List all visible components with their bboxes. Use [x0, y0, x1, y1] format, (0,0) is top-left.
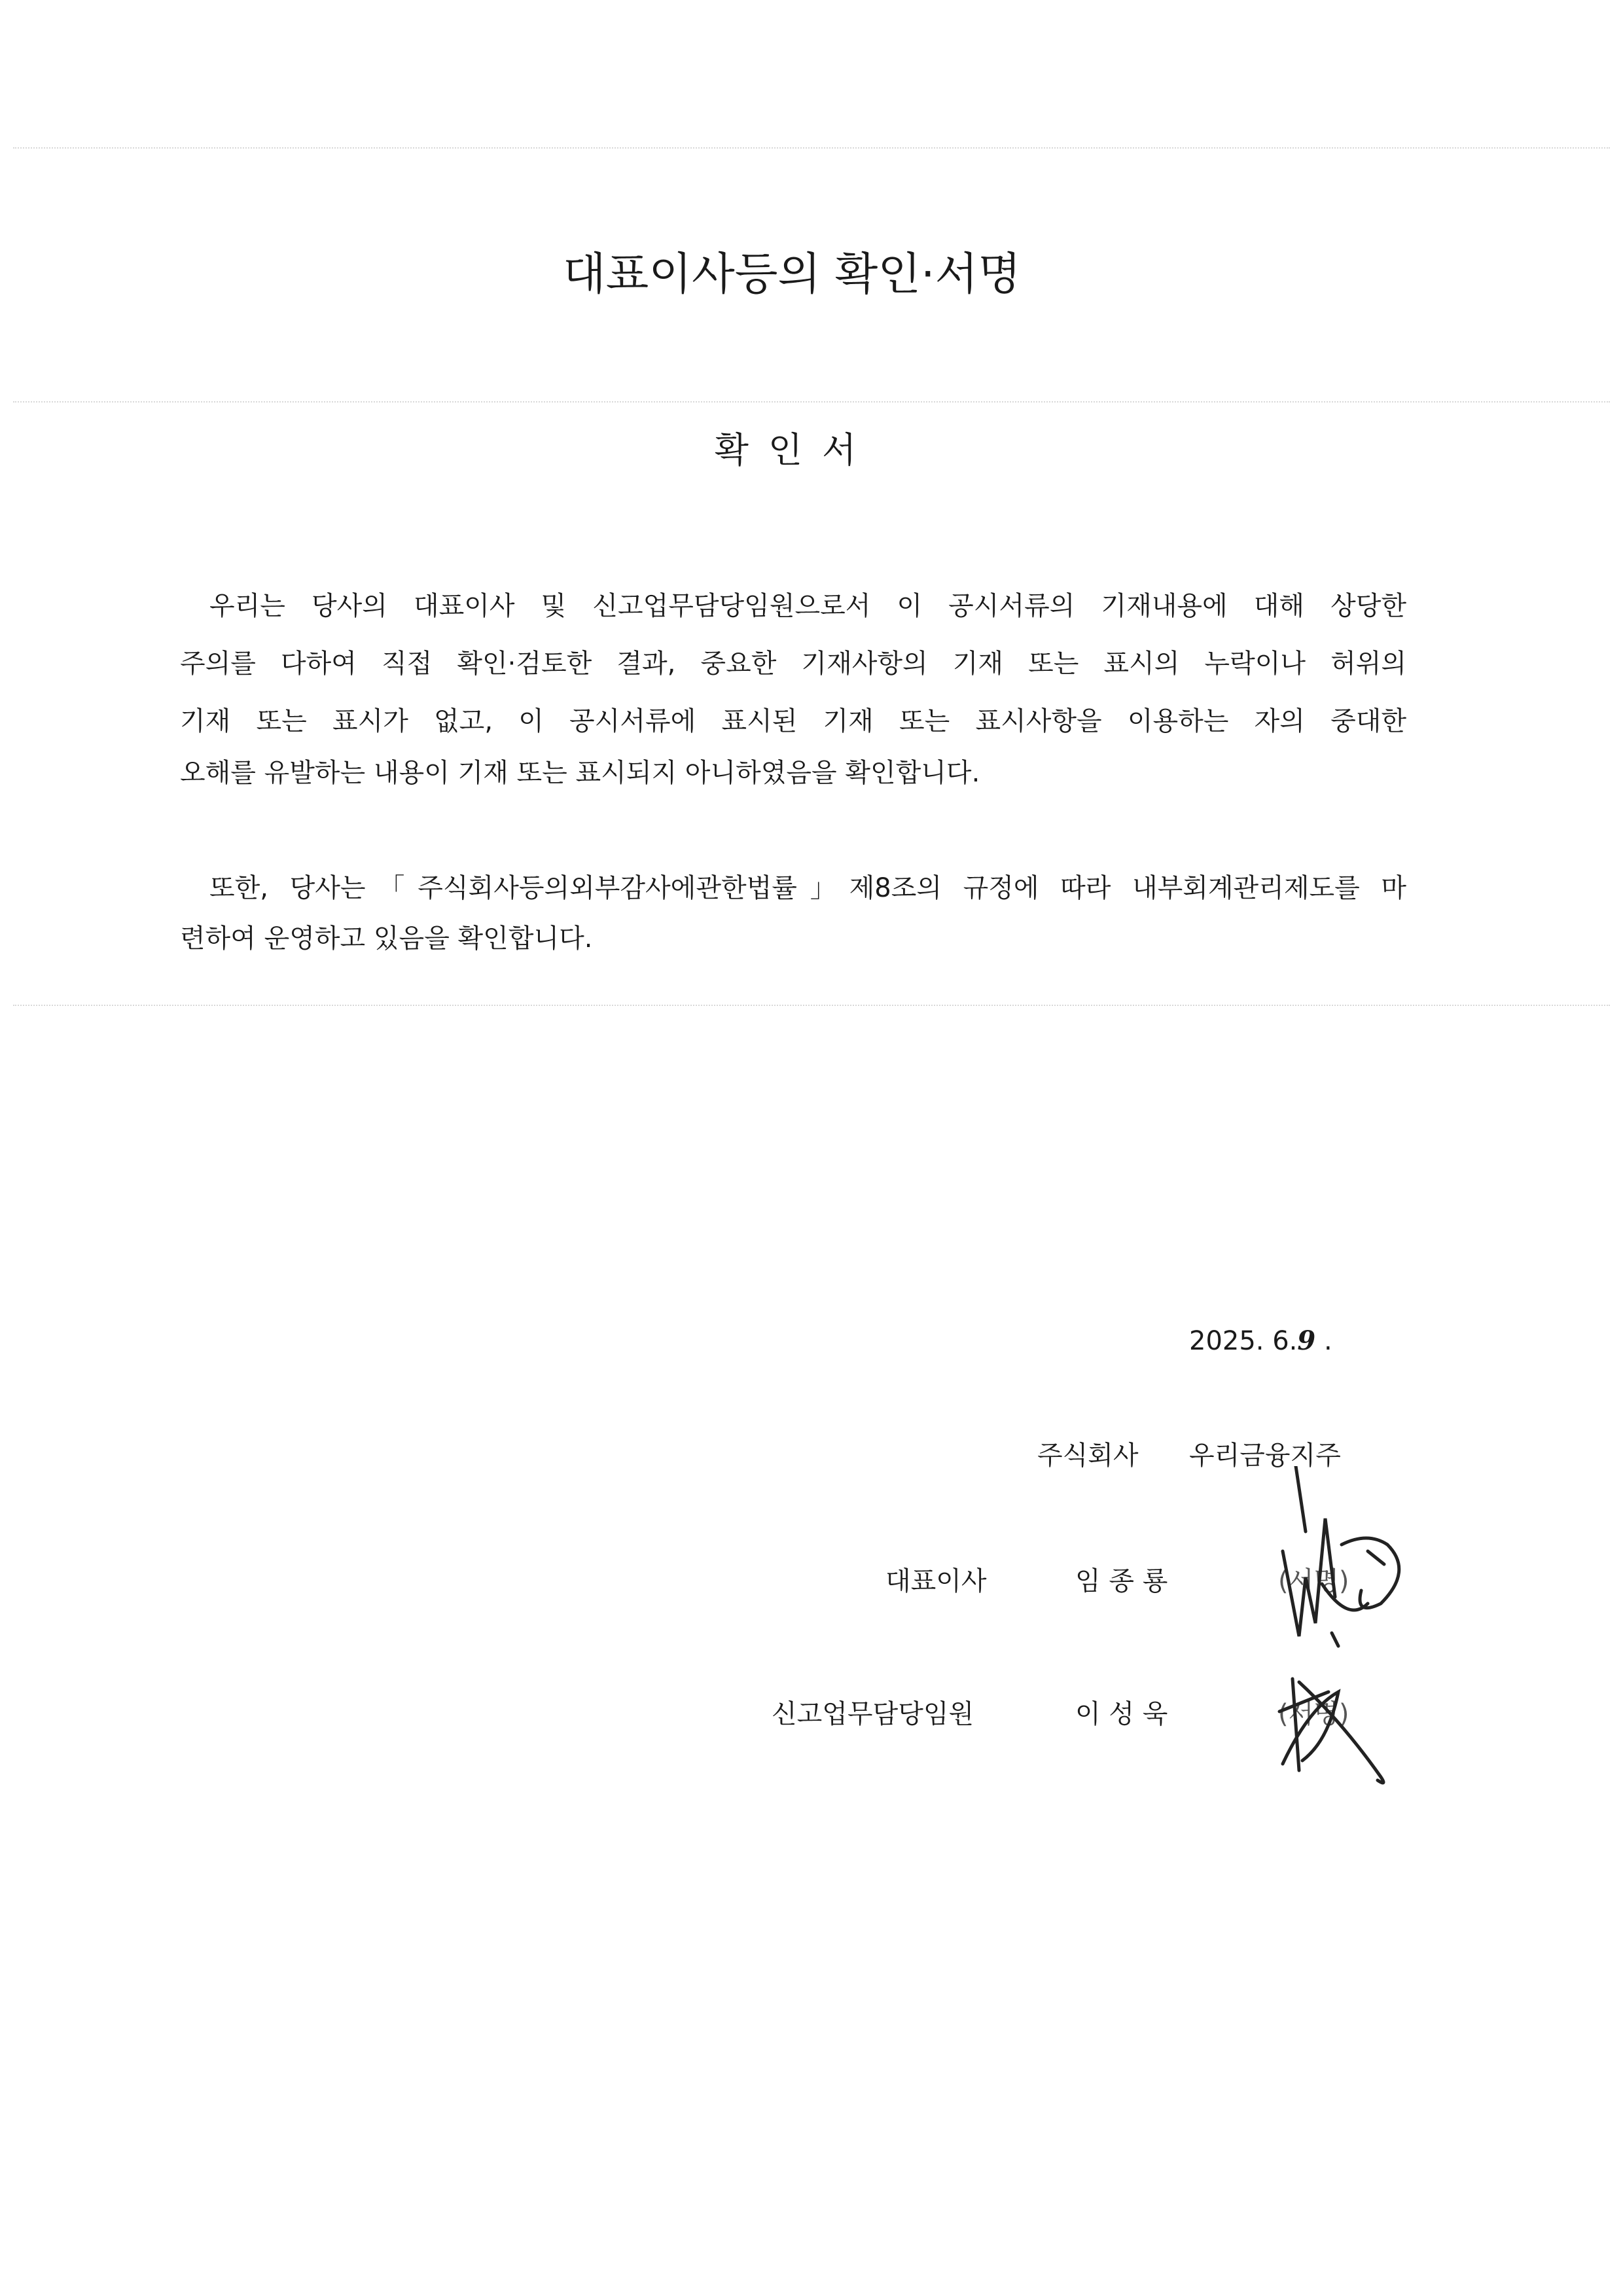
date-text: 2025. 6. [1189, 1326, 1298, 1356]
document-subtitle: 확인서 [714, 429, 876, 471]
seal-placeholder-disclosure-officer: (서명) [1278, 1699, 1349, 1729]
body-divider [13, 1005, 1610, 1006]
top-divider [13, 147, 1610, 149]
company-prefix: 주식회사 [1037, 1441, 1139, 1471]
handwritten-signature-ceo [1270, 1466, 1427, 1662]
seal-placeholder-ceo: (서명) [1278, 1566, 1349, 1596]
paragraph-line: 오해를 유발하는 내용이 기재 또는 표시되지 아니하였음을 확인합니다. [180, 758, 980, 788]
title-divider [13, 401, 1610, 403]
handwritten-signature-disclosure-officer [1263, 1656, 1394, 1787]
paragraph-line: 기재 또는 표시가 없고, 이 공시서류에 표시된 기재 또는 표시사항을 이용하는 자의 중대한 [180, 706, 1406, 736]
date-day-handwritten: 9 [1297, 1325, 1316, 1356]
paragraph-line: 우리는 당사의 대표이사 및 신고업무담당임원으로서 이 공시서류의 기재내용에 대해 상당한 [209, 591, 1406, 621]
company-name: 우리금융지주 [1189, 1441, 1341, 1471]
signer-name-disclosure-officer: 이 성 욱 [1075, 1699, 1168, 1729]
paragraph-line: 련하여 운영하고 있음을 확인합니다. [180, 924, 593, 954]
signer-role-ceo: 대표이사 [885, 1566, 987, 1596]
signer-name-ceo: 임 종 룡 [1075, 1566, 1168, 1596]
paragraph-line: 또한, 당사는「주식회사등의외부감사에관한법률」제8조의 규정에 따라 내부회계관리제도를 마 [209, 873, 1406, 903]
signer-role-disclosure-officer: 신고업무담당임원 [772, 1699, 974, 1729]
date-end: . [1323, 1326, 1332, 1356]
paragraph-line: 주의를 다하여 직접 확인·검토한 결과, 중요한 기재사항의 기재 또는 표시의 누락이나 허위의 [180, 649, 1406, 679]
signature-date [1189, 1325, 1332, 1356]
page-title: 대표이사등의 확인·서명 [562, 249, 1022, 300]
